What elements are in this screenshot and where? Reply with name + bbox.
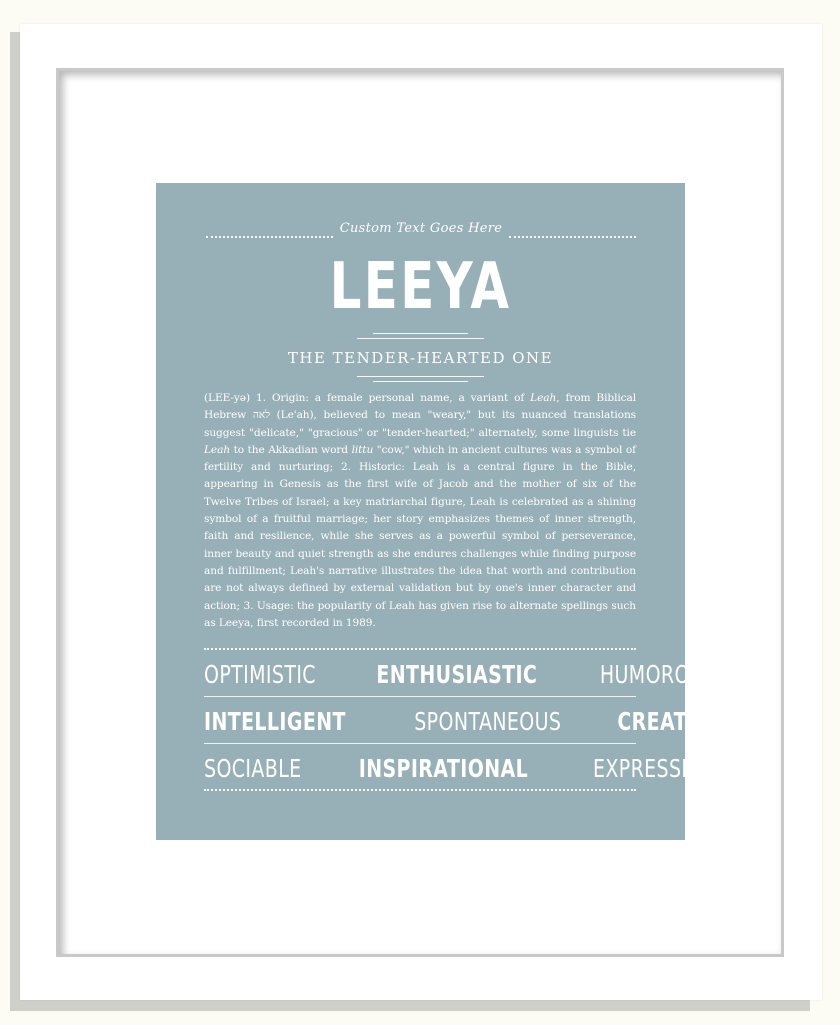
definition-italic-2: Leah xyxy=(204,443,231,456)
trait-word: HUMOROUS xyxy=(599,659,717,689)
definition-italic-1: Leah xyxy=(530,392,557,404)
trait-divider xyxy=(204,743,636,744)
trait-word: EXPRESSIVE xyxy=(593,753,714,783)
trait-word: CREATIVE xyxy=(617,706,724,736)
poster-name: LEEYA xyxy=(329,250,512,324)
trait-word: INSPIRATIONAL xyxy=(359,753,529,783)
rule-lower-long xyxy=(357,376,484,377)
trait-word: OPTIMISTIC xyxy=(204,659,316,689)
rule-upper-long xyxy=(357,338,484,339)
rule-lower-short xyxy=(373,381,468,382)
name-poster xyxy=(156,183,724,840)
trait-word: INTELLIGENT xyxy=(204,706,346,736)
custom-text: Custom Text Goes Here xyxy=(339,221,503,236)
dotted-divider-right xyxy=(509,236,636,238)
trait-word: ENTHUSIASTIC xyxy=(376,659,538,689)
definition-italic-3: littu xyxy=(351,443,374,456)
definition-text-4: "cow," which in ancient cultures was a symbol of fertility and nurturing; 2. Historic: Leah is a central figure in the Bible, appearing in Genesis as the first wife of Jacob and the mother of six of the Twelve Tribes of Israel; a key matriarchal figure, Leah is celebrated as a shining symbol of a fruitful marriage; her story emphasizes themes of inner strength, faith and resilience, while she serves as a powerful symbol of perseverance, inner beauty and quiet strength as she endures challenges while finding purpose and fulfillment; Leah's narrative illustrates the idea that worth and contribution are not always defined by external validation but by one's inner character and action; 3. Usage: the popularity of Leah has given rise to alternate spellings such as Leeya, first recorded in 1989. xyxy=(204,443,636,629)
dotted-divider-left xyxy=(206,236,333,238)
trait-divider xyxy=(204,696,636,697)
rule-upper-short xyxy=(373,333,468,334)
trait-word: SOCIABLE xyxy=(204,753,302,783)
definition-text-3: to the Akkadian word xyxy=(230,443,352,456)
dotted-divider-traits-bottom xyxy=(204,789,636,791)
trait-word: SPONTANEOUS xyxy=(413,706,561,736)
name-definition xyxy=(204,390,636,632)
definition-text-2: , from Biblical Hebrew לאה (Le'ah), believed to mean "weary," but its nuanced translations suggest "delicate," "gracious" or "tender-hearted;" alternately, some linguists tie xyxy=(204,392,637,439)
trait-row-2 xyxy=(204,701,724,741)
trait-row-3 xyxy=(204,748,714,788)
name-meaning: THE TENDER-HEARTED ONE xyxy=(287,349,554,367)
definition-text-1: (LEE-yə) 1. Origin: a female personal name, a variant of xyxy=(204,392,531,404)
dotted-divider-traits-top xyxy=(204,648,636,650)
custom-text-row xyxy=(206,221,636,245)
trait-row-1 xyxy=(204,654,717,694)
